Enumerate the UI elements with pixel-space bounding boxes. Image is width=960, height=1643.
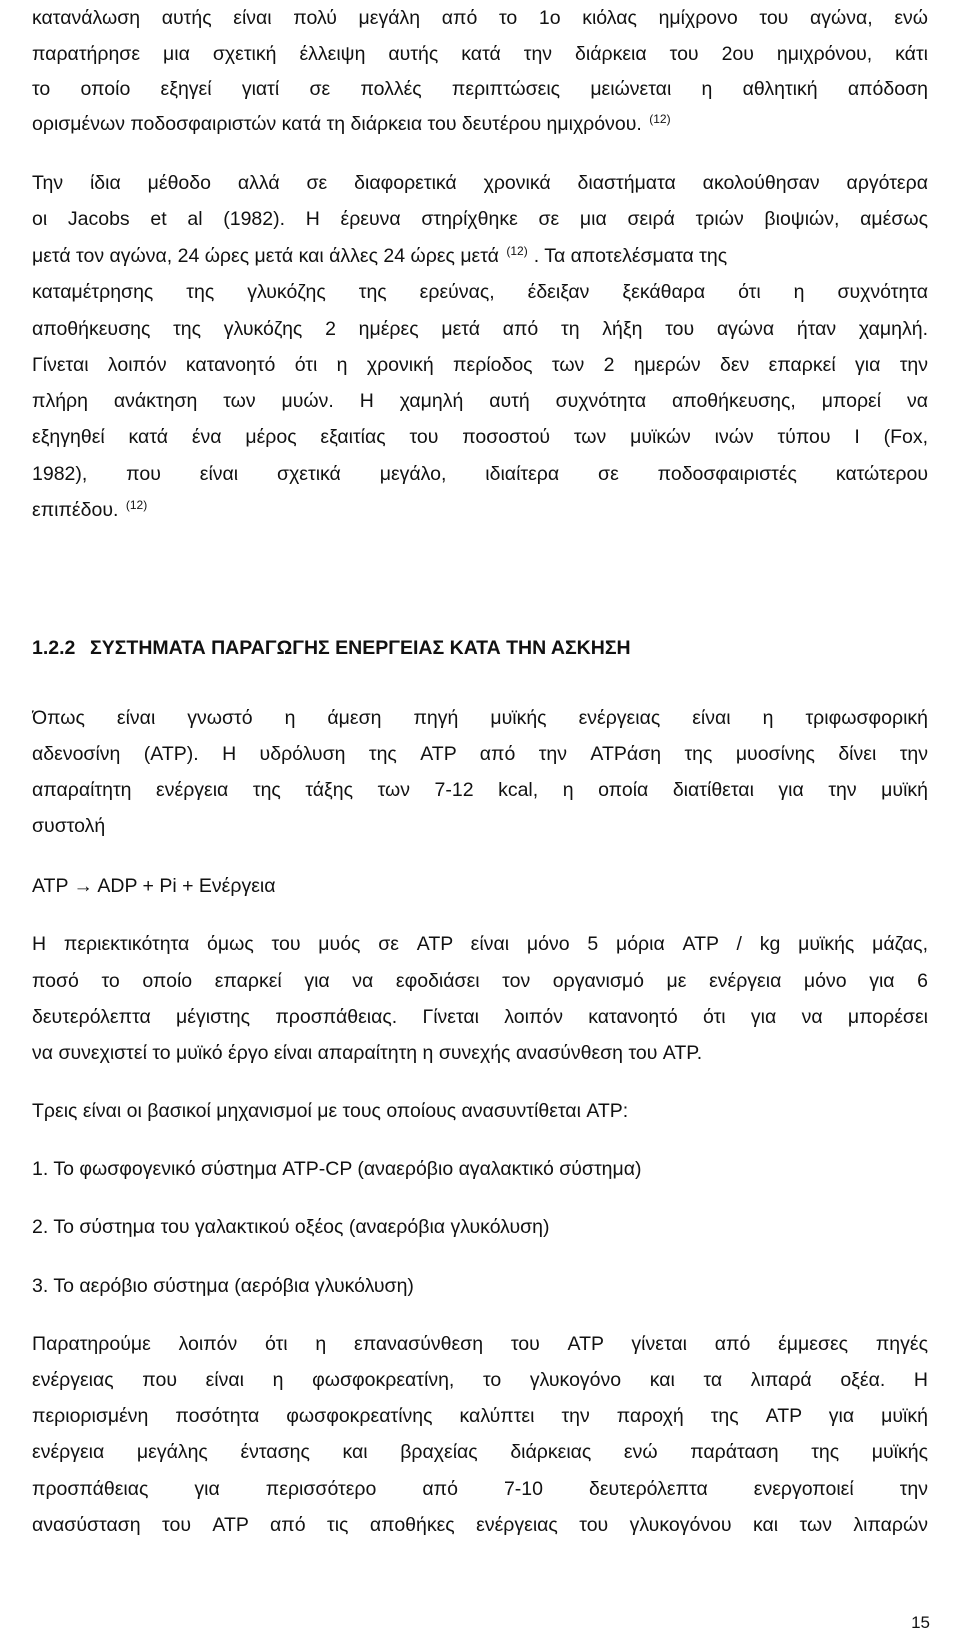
equation: ATP → ADP + Pi + Ενέργεια <box>32 875 276 897</box>
paragraph-line: Παρατηρούμε λοιπόν ότι η επανασύνθεση του ATP γίνεται από έμμεσες πηγές <box>32 1333 928 1355</box>
paragraph-line: δευτερόλεπτα μέγιστης προσπάθειας. Γίνεται λοιπόν κατανοητό ότι για να μπορέσει <box>32 1006 928 1028</box>
paragraph-line: 1982), που είναι σχετικά μεγάλο, ιδιαίτερα σε ποδοσφαιριστές κατώτερου <box>32 463 928 485</box>
paragraph-line: Η περιεκτικότητα όμως του μυός σε ATP είναι μόνο 5 μόρια ATP / kg μυϊκής μάζας, <box>32 933 928 955</box>
paragraph-line-last <box>32 106 928 142</box>
paragraph-line: Γίνεται λοιπόν κατανοητό ότι η χρονική περίοδος των 2 ημερών δεν επαρκεί για την <box>32 354 928 376</box>
paragraph-line: καταμέτρησης της γλυκόζης της ερεύνας, έδειξαν ξεκάθαρα ότι η συχνότητα <box>32 281 928 303</box>
paragraph-line: Όπως είναι γνωστό η άμεση πηγή μυϊκής ενέργειας είναι η τριφωσφορική <box>32 707 928 729</box>
paragraph-line: να συνεχιστεί το μυϊκό έργο είναι απαραίτητη η συνεχής ανασύνθεση του ATP. <box>32 1042 703 1064</box>
paragraph-line: απαραίτητη ενέργεια της τάξης των 7-12 kcal, η οποία διατίθεται για την μυϊκή <box>32 779 928 801</box>
paragraph-text: μετά τον αγώνα, 24 ώρες μετά και άλλες 24 ώρες μετά <box>32 245 499 267</box>
section-number: 1.2.2 <box>32 637 76 659</box>
paragraph-line: οι Jacobs et al (1982). Η έρευνα στηρίχθηκε σε μια σειρά τριών βιοψιών, αμέσως <box>32 208 928 230</box>
citation-superscript: (12) <box>506 243 528 258</box>
paragraph-line: ενέργεια μεγάλης έντασης και βραχείας διάρκειας ενώ παράταση της μυϊκής <box>32 1441 928 1463</box>
paragraph-line: συστολή <box>32 815 106 837</box>
paragraph-line: περιορισμένη ποσότητα φωσφοκρεατίνης καλύπτει την παροχή της ATP για μυϊκή <box>32 1405 928 1427</box>
paragraph-line: το οποίο εξηγεί γιατί σε πολλές περιπτώσεις μειώνεται η αθλητική απόδοση <box>32 78 928 100</box>
citation-superscript: (12) <box>125 497 148 512</box>
page-number: 15 <box>911 1613 930 1632</box>
paragraph-line-with-citation <box>32 238 928 274</box>
paragraph-line: αποθήκευσης της γλυκόζης 2 ημέρες μετά από τη λήξη του αγώνα ήταν χαμηλή. <box>32 318 928 340</box>
list-item: 2. Το σύστημα του γαλακτικού οξέος (αναερόβια γλυκόλυση) <box>32 1216 550 1238</box>
paragraph-text: . Τα αποτελέσματα της <box>533 245 728 267</box>
list-item: 1. Το φωσφογενικό σύστημα ATP-CP (αναερόβιο αγαλακτικό σύστημα) <box>32 1158 642 1180</box>
paragraph-line: κατανάλωση αυτής είναι πολύ μεγάλη από το 1ο κιόλας ημίχρονο του αγώνα, ενώ <box>32 7 928 29</box>
paragraph-line-last <box>32 492 928 528</box>
paragraph-line: εξηγηθεί κατά ένα μέρος εξαιτίας του ποσοστού των μυϊκών ινών τύπου Ι (Fox, <box>32 426 928 448</box>
section-heading <box>32 630 631 666</box>
citation-superscript: (12) <box>649 111 671 126</box>
paragraph-line: Την ίδια μέθοδο αλλά σε διαφορετικά χρονικά διαστήματα ακολούθησαν αργότερα <box>32 172 928 194</box>
section-title: ΣΥΣΤΗΜΑΤΑ ΠΑΡΑΓΩΓΗΣ ΕΝΕΡΓΕΙΑΣ ΚΑΤΑ ΤΗΝ ΑΣΚΗΣΗ <box>90 637 631 659</box>
paragraph-text: ορισμένων ποδοσφαιριστών κατά τη διάρκεια του δευτέρου ημιχρόνου. <box>32 113 642 135</box>
paragraph-line: ενέργειας που είναι η φωσφοκρεατίνη, το γλυκογόνο και τα λιπαρά οξέα. Η <box>32 1369 928 1391</box>
paragraph-line: ποσό το οποίο επαρκεί για να εφοδιάσει τον οργανισμό με ενέργεια μόνο για 6 <box>32 970 928 992</box>
list-item: 3. Το αερόβιο σύστημα (αερόβια γλυκόλυση) <box>32 1275 414 1297</box>
paragraph-line: πλήρη ανάκτηση των μυών. Η χαμηλή αυτή συχνότητα αποθήκευσης, μπορεί να <box>32 390 928 412</box>
paragraph-line: ανασύσταση του ATP από τις αποθήκες ενέργειας του γλυκογόνου και των λιπαρών <box>32 1514 928 1536</box>
paragraph-line: αδενοσίνη (ATP). Η υδρόλυση της ATP από την ATPάση της μυοσίνης δίνει την <box>32 743 928 765</box>
paragraph-text: επιπέδου. <box>32 499 119 521</box>
paragraph-line: παρατήρησε μια σχετική έλλειψη αυτής κατά την διάρκεια του 2ου ημιχρόνου, κάτι <box>32 43 928 65</box>
paragraph-line: προσπάθειας για περισσότερο από 7-10 δευτερόλεπτα ενεργοποιεί την <box>32 1478 928 1500</box>
paragraph-line: Τρεις είναι οι βασικοί μηχανισμοί με τους οποίους ανασυντίθεται ATP: <box>32 1100 629 1122</box>
